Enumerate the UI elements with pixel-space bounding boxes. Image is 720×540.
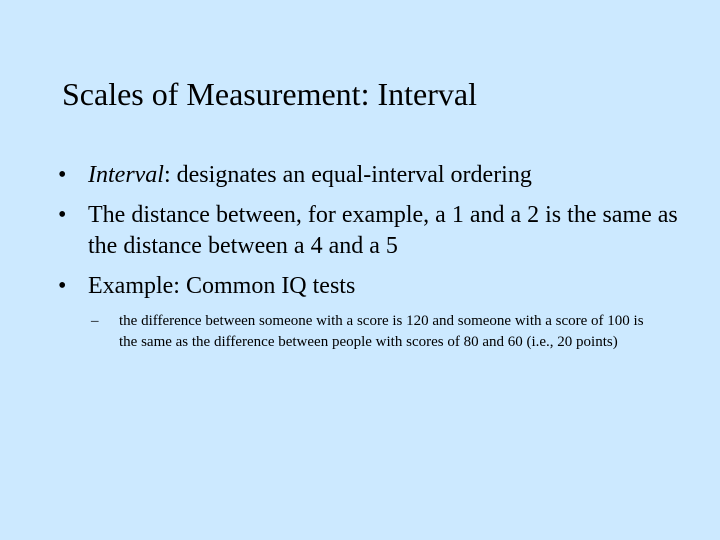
bullet-item-interval-definition <box>58 160 678 191</box>
bullet-marker: • <box>58 202 67 228</box>
bullet-item-iq-example <box>58 271 678 302</box>
bullet-marker: • <box>58 273 67 299</box>
bullet-text: The distance between, for example, a 1 and a 2 is the same as the distance between a 4 and a 5 <box>88 202 678 259</box>
slide-title: Scales of Measurement: Interval <box>62 76 477 112</box>
bullet-term: Interval <box>88 162 164 188</box>
bullet-text: : designates an equal-interval ordering <box>163 162 532 188</box>
sub-bullet-marker: – <box>91 313 99 329</box>
sub-bullet-text: the difference between someone with a score is 120 and someone with a score of 100 is the same as the difference between people with scores of 80 and 60 (i.e., 20 points) <box>119 313 644 350</box>
sub-bullet-iq-detail <box>91 311 644 353</box>
bullet-item-distance-example <box>58 200 678 262</box>
bullet-marker: • <box>58 162 67 188</box>
bullet-text: Example: Common IQ tests <box>88 273 356 299</box>
bullet-list <box>58 160 678 353</box>
